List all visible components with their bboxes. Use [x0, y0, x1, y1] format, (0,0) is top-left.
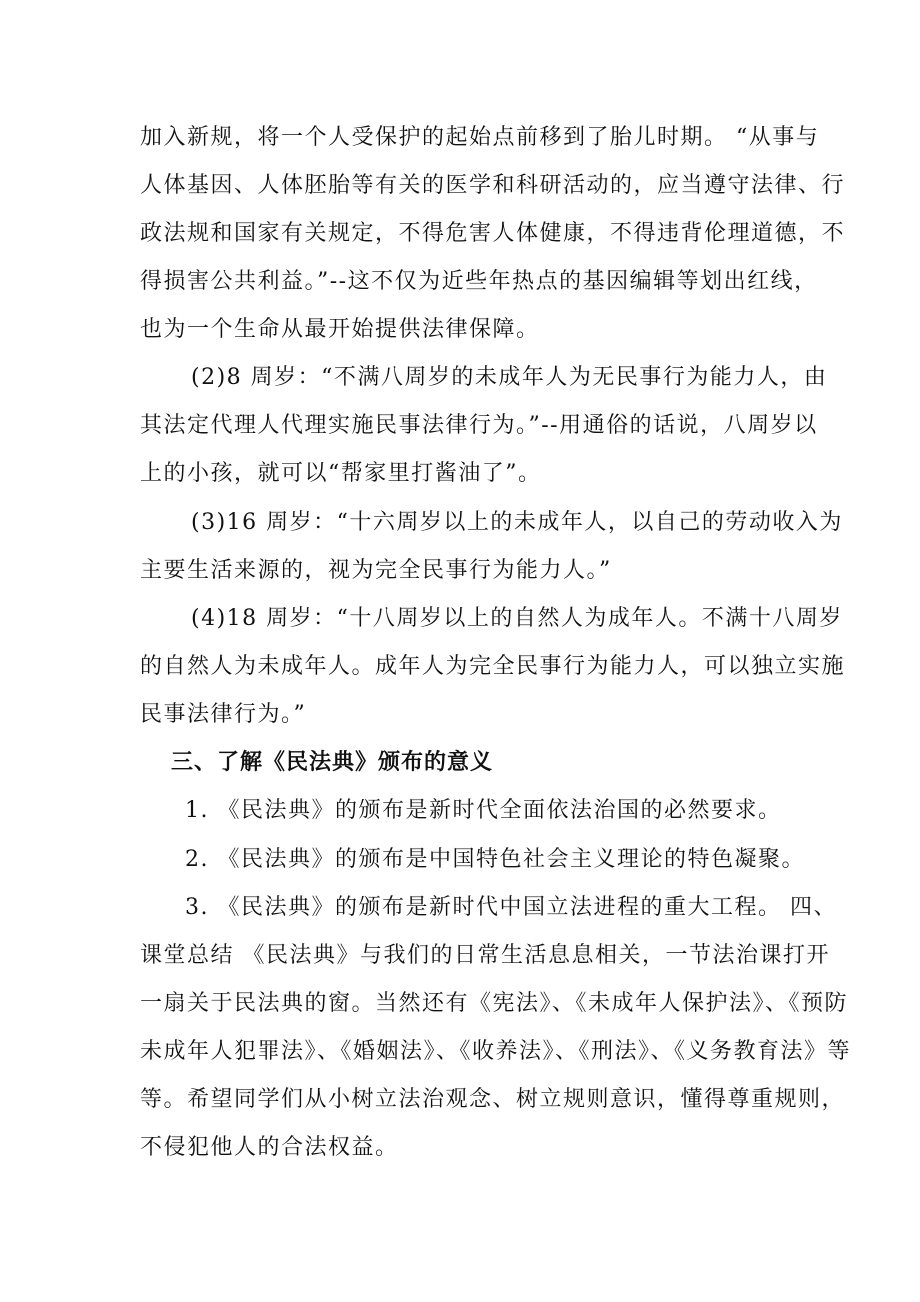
text-line: (2)8 周岁：“不满八周岁的未成年人为无民事行为能力人，由	[191, 365, 828, 390]
text-line: 一扇关于民法典的窗。当然还有《宪法》、《未成年人保护法》、《预防	[140, 991, 849, 1016]
text-line: 等。希望同学们从小树立法治观念、树立规则意识，懂得尊重规则，	[140, 1087, 846, 1112]
text-line: 不侵犯他人的合法权益。	[140, 1135, 399, 1160]
text-line: 人体基因、人体胚胎等有关的医学和科研活动的，应当遵守法律、行	[140, 173, 846, 198]
text-line: (3)16 周岁：“十六周岁以上的未成年人，以自己的劳动收入为	[191, 510, 843, 535]
text-line: 民事法律行为。”	[140, 702, 307, 727]
text-line: 未成年人犯罪法》、《婚姻法》、《收养法》、《刑法》、《义务教育法》等	[140, 1039, 852, 1064]
text-line: 其法定代理人代理实施民事法律行为。”--用通俗的话说，八周岁以	[140, 413, 818, 438]
text-line: (4)18 周岁：“十八周岁以上的自然人为成年人。不满十八周岁	[191, 606, 843, 631]
text-line: 加入新规，将一个人受保护的起始点前移到了胎儿时期。 “从事与	[140, 125, 820, 150]
text-line: 得损害公共利益。”--这不仅为近些年热点的基因编辑等划出红线，	[140, 269, 818, 294]
text-line: 的自然人为未成年人。成年人为完全民事行为能力人，可以独立实施	[140, 654, 846, 679]
list-item: 2. 《民法典》的颁布是中国特色社会主义理论的特色凝聚。	[185, 847, 805, 872]
text-line: 主要生活来源的，视为完全民事行为能力人。”	[140, 558, 612, 583]
list-item: 3. 《民法典》的颁布是新时代中国立法进程的重大工程。 四、	[185, 895, 837, 920]
text-line: 也为一个生命从最开始提供法律保障。	[140, 317, 540, 342]
section-heading: 三、了解《民法典》颁布的意义	[171, 750, 494, 775]
text-line: 政法规和国家有关规定，不得危害人体健康，不得违背伦理道德，不	[140, 221, 846, 246]
list-item: 1. 《民法典》的颁布是新时代全面依法治国的必然要求。	[185, 798, 782, 823]
text-line: 课堂总结 《民法典》与我们的日常生活息息相关，一节法治课打开	[140, 943, 830, 968]
text-line: 上的小孩，就可以“帮家里打酱油了”。	[140, 461, 542, 486]
